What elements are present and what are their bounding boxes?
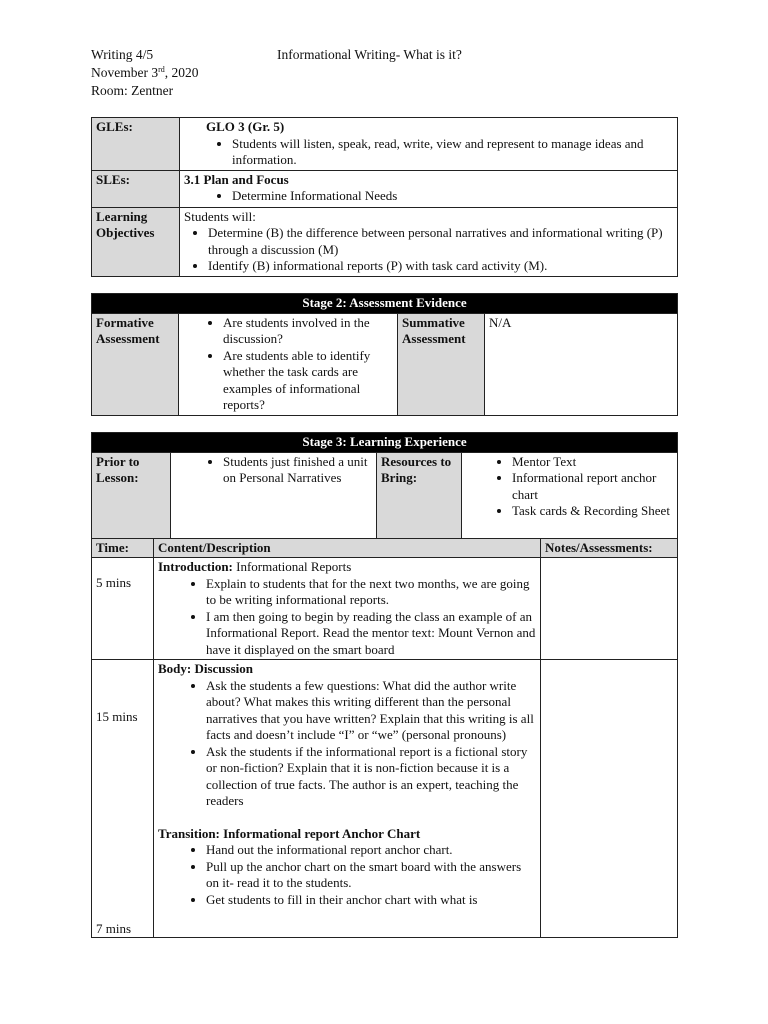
resource-item: • Mentor Text [512, 454, 673, 471]
prior-label: Prior to Lesson: [92, 452, 171, 538]
resources-label: Resources to Bring: [377, 452, 462, 538]
content-item: • Explain to students that for the next two months, we are going to be writing informational reports. [206, 576, 536, 609]
outcomes-table [91, 117, 678, 277]
prior-cell [171, 452, 377, 538]
lesson-date [91, 64, 199, 82]
time-value-2: 7 mins [96, 920, 132, 936]
gles-heading: GLO 3 (Gr. 5) [206, 119, 285, 134]
time-value: 5 mins [96, 575, 132, 590]
formative-label: Formative Assessment [92, 313, 179, 415]
lo-cell [180, 207, 678, 276]
assessment-table [91, 293, 678, 416]
col-content-header: Content/Description [154, 538, 541, 558]
stage2-title: Stage 2: Assessment Evidence [92, 294, 678, 314]
sles-cell [180, 170, 678, 207]
resource-item: • Informational report anchor chart [512, 470, 673, 503]
section-heading: Introduction: [158, 559, 233, 574]
prior-item: • Students just finished a unit on Personal Narratives [223, 454, 372, 487]
content-item: • Ask the students if the informational report is a fictional story or non-fiction? Explain that it is non-fiction because it is a collection of true facts. The author is an expert, teaching the readers [206, 744, 536, 810]
lo-label: Learning Objectives [92, 207, 180, 276]
row-time [92, 660, 154, 938]
transition-item: • Get students to fill in their anchor chart with what is [206, 892, 536, 909]
lesson-title: Informational Writing- What is it? [277, 47, 462, 62]
gles-cell [180, 118, 678, 171]
row-notes [541, 660, 678, 938]
formative-cell [179, 313, 398, 415]
transition-item: • Hand out the informational report anchor chart. [206, 842, 536, 859]
row-content [154, 558, 541, 660]
date-sup: rd [158, 65, 165, 74]
row-time [92, 558, 154, 660]
resources-cell [462, 452, 678, 538]
sles-label: SLEs: [92, 170, 180, 207]
formative-item: • Are students able to identify whether the task cards are examples of informational reports? [223, 348, 393, 414]
section-heading: Body: Discussion [158, 661, 253, 676]
sles-item: • Determine Informational Needs [232, 188, 673, 205]
summative-value: N/A [485, 313, 678, 415]
transition-heading: Transition: Informational report Anchor Chart [158, 825, 421, 841]
date-suffix: , 2020 [164, 65, 199, 80]
sles-heading: 3.1 Plan and Focus [184, 171, 289, 187]
lo-item: • Determine (B) the difference between personal narratives and informational writing (P) through a discussion (M) [208, 225, 673, 258]
time-value: 15 mins [96, 709, 138, 724]
content-item: • I am then going to begin by reading the class an example of an Informational Report. Read the mentor text: Mount Vernon and have it displayed on the smart board [206, 609, 536, 659]
learning-experience-table [91, 432, 678, 938]
row-content [154, 660, 541, 938]
lo-item: • Identify (B) informational reports (P) with task card activity (M). [208, 258, 673, 275]
col-notes-header: Notes/Assessments: [541, 538, 678, 558]
row-notes [541, 558, 678, 660]
lo-intro: Students will: [184, 208, 256, 224]
gles-item: • Students will listen, speak, read, write, view and represent to manage ideas and information. [232, 136, 673, 169]
resource-item: • Task cards & Recording Sheet [512, 503, 673, 520]
content-item: • Ask the students a few questions: What did the author write about? What makes this writing different than the personal narratives that you have written? Explain that this writing is all facts and doesn’t include “I” or “we” (personal pronouns) [206, 678, 536, 744]
col-time-header: Time: [92, 538, 154, 558]
course-name: Writing 4/5 [91, 47, 154, 62]
date-prefix: November 3 [91, 65, 159, 80]
summative-label: Summative Assessment [398, 313, 485, 415]
transition-item: • Pull up the anchor chart on the smart board with the answers on it- read it to the students. [206, 859, 536, 892]
room: Room: Zentner [91, 83, 174, 98]
document-header [91, 46, 199, 100]
gles-label: GLEs: [92, 118, 180, 171]
formative-item: • Are students involved in the discussion? [223, 315, 393, 348]
stage3-title: Stage 3: Learning Experience [92, 433, 678, 453]
section-heading-rest: Informational Reports [232, 559, 352, 574]
